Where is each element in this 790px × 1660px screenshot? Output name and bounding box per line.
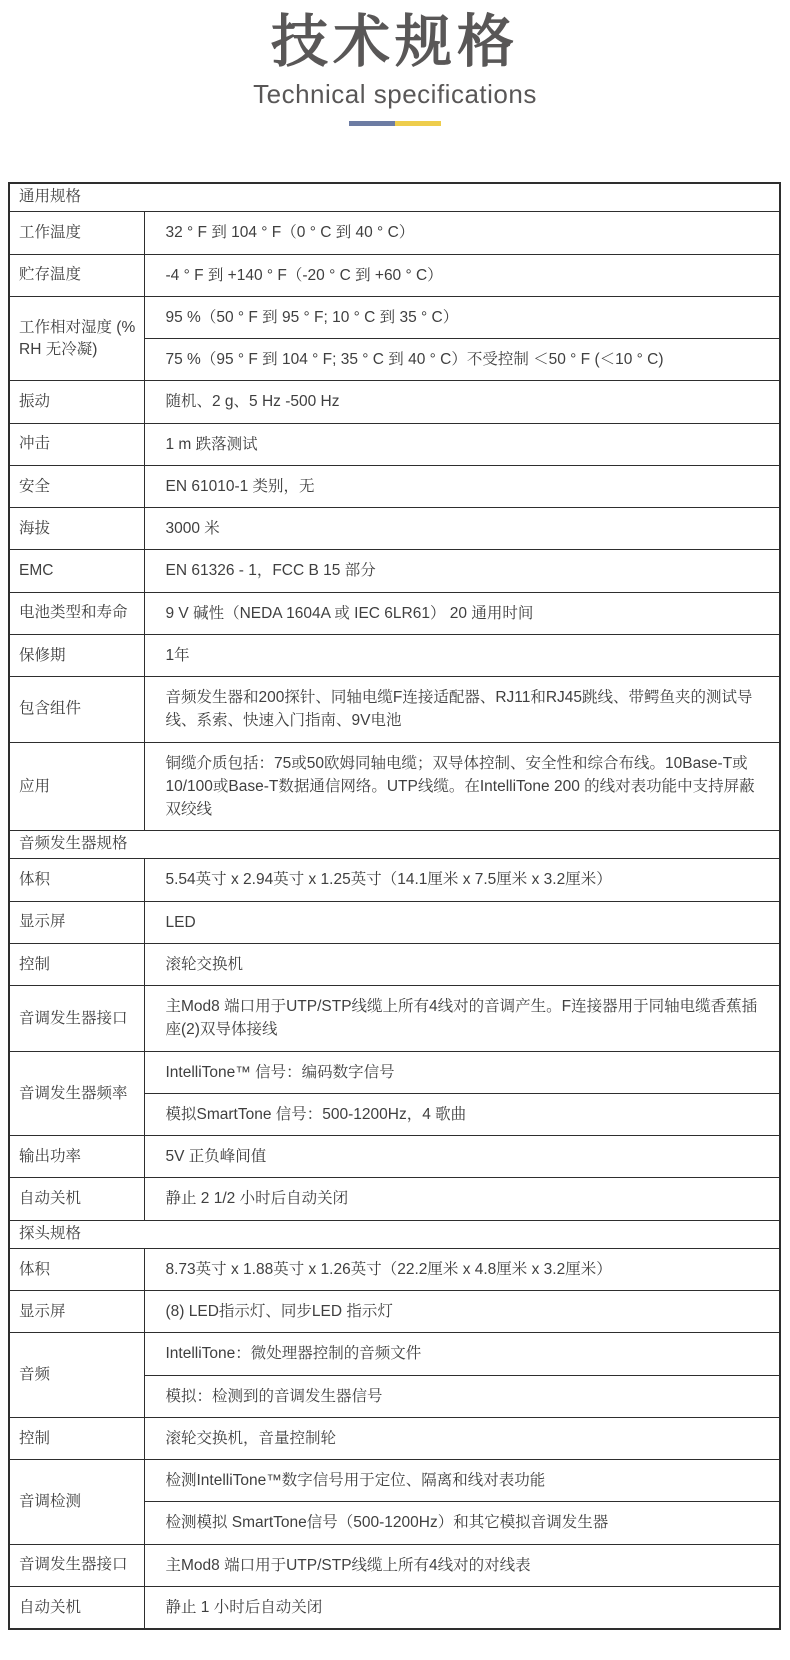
spec-label: 音调检测 — [9, 1460, 144, 1545]
spec-label: 音调发生器频率 — [9, 1051, 144, 1136]
spec-row — [9, 986, 780, 1052]
spec-value: 1年 — [144, 634, 780, 676]
spec-label: 安全 — [9, 465, 144, 507]
spec-value: (8) LED指示灯、同步LED 指示灯 — [144, 1291, 780, 1333]
spec-row — [9, 296, 780, 338]
page-header — [0, 0, 790, 126]
spec-value: 模拟：检测到的音调发生器信号 — [144, 1375, 780, 1417]
page-title: 技术规格 — [271, 10, 519, 74]
spec-label: 海拔 — [9, 508, 144, 550]
spec-row — [9, 1460, 780, 1502]
spec-value: 95 %（50 ° F 到 95 ° F; 10 ° C 到 35 ° C） — [144, 296, 780, 338]
spec-row — [9, 381, 780, 423]
spec-label: 音调发生器接口 — [9, 986, 144, 1052]
spec-value: 5.54英寸 x 2.94英寸 x 1.25英寸（14.1厘米 x 7.5厘米 x 3.2厘米） — [144, 859, 780, 901]
spec-row — [9, 212, 780, 254]
spec-row — [9, 465, 780, 507]
section-row — [9, 1220, 780, 1248]
spec-value: IntelliTone™ 信号：编码数字信号 — [144, 1051, 780, 1093]
spec-row — [9, 677, 780, 743]
spec-label: 显示屏 — [9, 1291, 144, 1333]
spec-value: IntelliTone：微处理器控制的音频文件 — [144, 1333, 780, 1375]
spec-row — [9, 742, 780, 831]
spec-label: EMC — [9, 550, 144, 592]
spec-row — [9, 1586, 780, 1629]
spec-value: -4 ° F 到 +140 ° F（-20 ° C 到 +60 ° C） — [144, 254, 780, 296]
spec-value: 滚轮交换机，音量控制轮 — [144, 1417, 780, 1459]
spec-label: 贮存温度 — [9, 254, 144, 296]
spec-label: 自动关机 — [9, 1178, 144, 1220]
spec-row — [9, 254, 780, 296]
spec-row — [9, 1417, 780, 1459]
spec-row — [9, 1544, 780, 1586]
spec-value: 1 m 跌落测试 — [144, 423, 780, 465]
spec-label: 工作温度 — [9, 212, 144, 254]
spec-row — [9, 1333, 780, 1375]
spec-value: 3000 米 — [144, 508, 780, 550]
spec-value: 检测模拟 SmartTone信号（500-1200Hz）和其它模拟音调发生器 — [144, 1502, 780, 1544]
spec-label: 振动 — [9, 381, 144, 423]
page-subtitle: Technical specifications — [253, 78, 537, 109]
spec-value: 5V 正负峰间值 — [144, 1136, 780, 1178]
spec-value: 静止 2 1/2 小时后自动关闭 — [144, 1178, 780, 1220]
spec-row — [9, 634, 780, 676]
spec-label: 冲击 — [9, 423, 144, 465]
spec-label: 控制 — [9, 943, 144, 985]
spec-label: 音调发生器接口 — [9, 1544, 144, 1586]
section-header: 探头规格 — [9, 1220, 780, 1248]
spec-label: 显示屏 — [9, 901, 144, 943]
spec-value: LED — [144, 901, 780, 943]
section-row — [9, 831, 780, 859]
section-header: 音频发生器规格 — [9, 831, 780, 859]
spec-value: 检测IntelliTone™数字信号用于定位、隔离和线对表功能 — [144, 1460, 780, 1502]
spec-row — [9, 550, 780, 592]
spec-label: 体积 — [9, 859, 144, 901]
spec-value: EN 61326 - 1，FCC B 15 部分 — [144, 550, 780, 592]
spec-row — [9, 1248, 780, 1290]
spec-value: 主Mod8 端口用于UTP/STP线缆上所有4线对的对线表 — [144, 1544, 780, 1586]
spec-value: 音频发生器和200探针、同轴电缆F连接适配器、RJ11和RJ45跳线、带鳄鱼夹的测试导线、系索、快速入门指南、9V电池 — [144, 677, 780, 743]
spec-value: 铜缆介质包括：75或50欧姆同轴电缆；双导体控制、安全性和综合布线。10Base-T或10/100或Base-T数据通信网络。UTP线缆。在IntelliTone 200 的线对表功能中支持屏蔽双绞线 — [144, 742, 780, 831]
spec-label: 电池类型和寿命 — [9, 592, 144, 634]
spec-label: 输出功率 — [9, 1136, 144, 1178]
spec-value: 静止 1 小时后自动关闭 — [144, 1586, 780, 1629]
spec-value: 随机、2 g、5 Hz -500 Hz — [144, 381, 780, 423]
spec-label: 音频 — [9, 1333, 144, 1418]
spec-value: 8.73英寸 x 1.88英寸 x 1.26英寸（22.2厘米 x 4.8厘米 x 3.2厘米） — [144, 1248, 780, 1290]
section-row — [9, 183, 780, 212]
spec-row — [9, 508, 780, 550]
accent-divider — [0, 121, 790, 126]
spec-label: 控制 — [9, 1417, 144, 1459]
spec-row — [9, 943, 780, 985]
spec-value: 32 ° F 到 104 ° F（0 ° C 到 40 ° C） — [144, 212, 780, 254]
spec-label: 包含组件 — [9, 677, 144, 743]
spec-label: 体积 — [9, 1248, 144, 1290]
spec-row — [9, 592, 780, 634]
spec-label: 保修期 — [9, 634, 144, 676]
section-header: 通用规格 — [9, 183, 780, 212]
spec-value: 75 %（95 ° F 到 104 ° F; 35 ° C 到 40 ° C）不受控制 ＜50 ° F (＜10 ° C) — [144, 339, 780, 381]
spec-value: 主Mod8 端口用于UTP/STP线缆上所有4线对的音调产生。F连接器用于同轴电缆香蕉插座(2)双导体接线 — [144, 986, 780, 1052]
spec-row — [9, 859, 780, 901]
spec-table — [8, 182, 781, 1630]
accent-bar-right — [395, 121, 441, 126]
spec-label: 应用 — [9, 742, 144, 831]
spec-value: EN 61010-1 类别，无 — [144, 465, 780, 507]
spec-row — [9, 1178, 780, 1220]
spec-row — [9, 901, 780, 943]
spec-value: 9 V 碱性（NEDA 1604A 或 IEC 6LR61） 20 通用时间 — [144, 592, 780, 634]
spec-row — [9, 1291, 780, 1333]
spec-value: 滚轮交换机 — [144, 943, 780, 985]
spec-label: 自动关机 — [9, 1586, 144, 1629]
spec-row — [9, 423, 780, 465]
spec-value: 模拟SmartTone 信号：500-1200Hz，4 歌曲 — [144, 1093, 780, 1135]
spec-row — [9, 1051, 780, 1093]
accent-bar-left — [349, 121, 395, 126]
spec-label: 工作相对湿度 (% RH 无冷凝) — [9, 296, 144, 381]
spec-row — [9, 1136, 780, 1178]
